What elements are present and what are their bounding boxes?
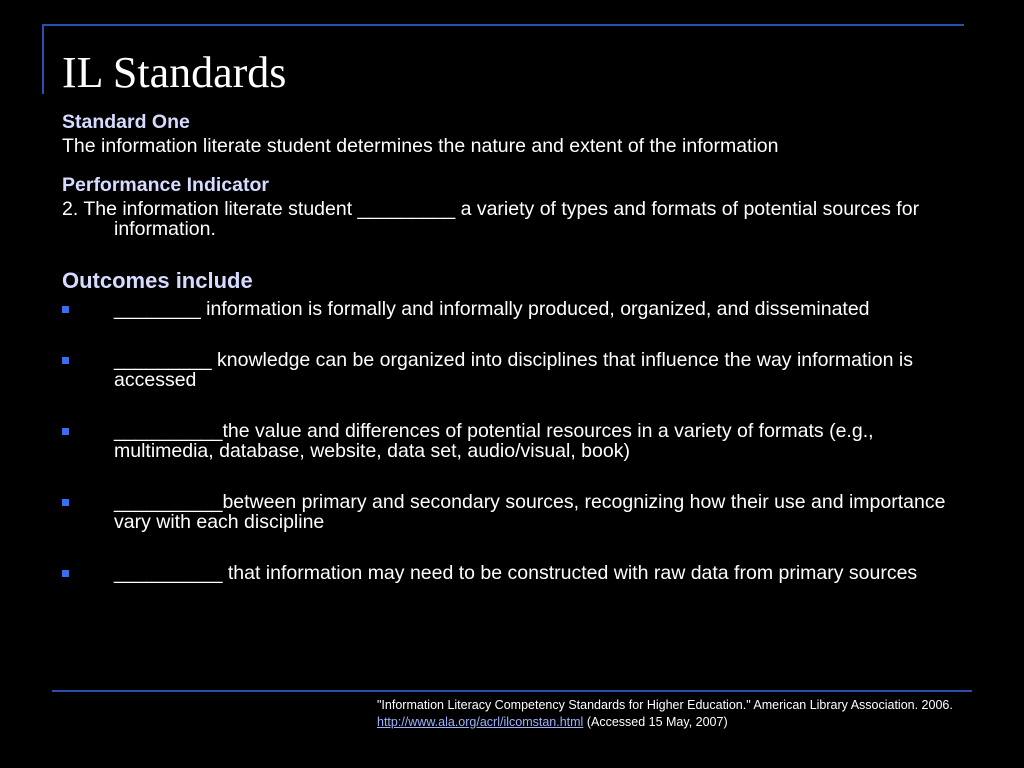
bottom-divider [52,690,972,692]
outcome-text: __________the value and differences of potential resources in a variety of formats (e.g., multimedia, database, website, data set, audio/visual, book) [114,420,874,462]
outcome-text: __________between primary and secondary sources, recognizing how their use and importance vary with each discipline [114,491,946,533]
slide-content [62,112,962,614]
standard-heading: Standard One [62,111,190,133]
list-item [62,299,962,319]
accessed-date: (Accessed 15 May, 2007) [586,715,728,729]
square-bullet-icon [62,306,69,313]
square-bullet-icon [62,428,69,435]
list-item [62,492,962,532]
indicator-heading: Performance Indicator [62,174,269,196]
citation [377,697,957,731]
list-item [62,421,962,461]
outcome-text: _________ knowledge can be organized into disciplines that influence the way information is accessed [114,349,913,391]
square-bullet-icon [62,499,69,506]
top-divider [42,24,964,26]
list-item [62,350,962,390]
standard-text: The information literate student determines the nature and extent of the information [62,135,779,157]
outcome-text: ________ information is formally and informally produced, organized, and disseminated [114,298,870,320]
citation-text: "Information Literacy Competency Standards for Higher Education." American Library Association. 2006. [377,698,953,712]
square-bullet-icon [62,570,69,577]
outcomes-list [62,299,962,583]
spacer [62,156,962,175]
outcome-text: __________ that information may need to be constructed with raw data from primary sources [114,562,918,584]
indicator-text: 2. The information literate student _________ a variety of types and formats of potential sources for information. [62,198,920,240]
left-divider [42,24,44,94]
list-item [62,563,962,583]
slide-title: IL Standards [62,48,287,97]
square-bullet-icon [62,357,69,364]
outcomes-heading: Outcomes include [62,268,253,293]
citation-link[interactable]: http://www.ala.org/acrl/ilcomstan.html [377,715,584,729]
